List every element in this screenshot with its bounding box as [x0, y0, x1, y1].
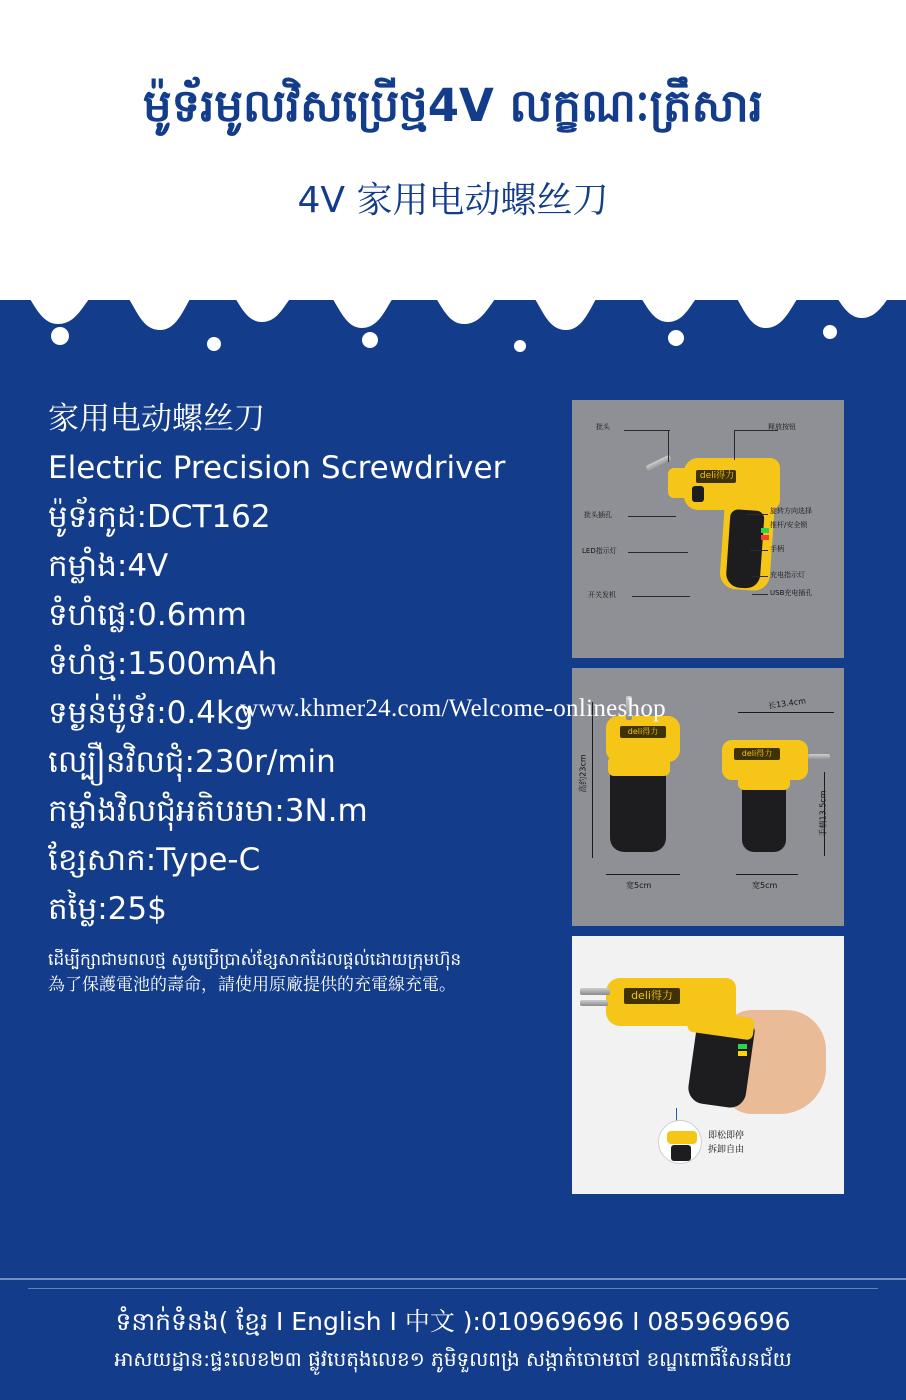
detail-caption: 即松即停 — [708, 1131, 745, 1141]
page-title-chinese: 4V 家用电动螺丝刀 — [297, 180, 609, 221]
leader-line — [668, 430, 669, 462]
callout-label: 充电指示灯 — [770, 571, 805, 579]
brand-label: deli得力 — [699, 471, 735, 481]
leader-line — [628, 552, 688, 553]
charge-indicator-red — [761, 535, 769, 540]
battery-care-note — [48, 948, 563, 998]
footer-contact: ទំនាក់ទំនង( ខ្មែរ I English I 中文 ):010969696 I 085969696 — [115, 1307, 791, 1336]
dimension-label: 宽5cm — [626, 881, 652, 890]
detail-caption: 拆卸自由 — [708, 1145, 745, 1155]
spec-item: កម្លាំង:4V — [48, 548, 169, 584]
dimension-label: 高约23cm — [578, 754, 588, 793]
dimension-label: 宽5cm — [752, 881, 778, 890]
footer-divider — [28, 1288, 878, 1289]
leader-line — [624, 430, 670, 431]
tool3-indicator-yellow — [738, 1051, 747, 1056]
detail-bubble — [658, 1120, 702, 1164]
spec-item-price: តម្លៃ:25$ — [48, 891, 167, 927]
tool3-bit-secondary — [580, 1000, 608, 1006]
spec-item: ល្បឿនវិលជុំ:230r/min — [48, 744, 336, 780]
callout-label: 批头插孔 — [584, 511, 612, 519]
poster-footer — [0, 1278, 906, 1400]
tool2-right-collar — [738, 772, 790, 790]
callout-label: 推杆/安全锁 — [770, 521, 808, 529]
spec-item: ទំហំថ្ម:1500mAh — [48, 646, 278, 682]
callout-label: 开关发机 — [588, 591, 616, 599]
tool3-indicator-green — [738, 1044, 747, 1049]
spec-item: ទម្ងន់ម៉ូទ័រ:0.4kg — [48, 695, 254, 731]
note-line-khmer: ដើម្បីក្សាជាមពលថ្ម សូមប្រើប្រាស់ខ្សែសាកដែលផ្តល់ដោយក្រុមហ៊ុន — [48, 950, 462, 970]
note-line-chinese: 為了保護電池的壽命，請使用原廠提供的充電線充電。 — [48, 975, 456, 995]
spec-item: ម៉ូទ័រកូដ:DCT162 — [48, 499, 271, 535]
leader-line — [750, 550, 768, 551]
poster-header — [0, 0, 906, 300]
leader-line — [734, 430, 735, 460]
leader-line — [752, 576, 768, 577]
leader-line — [628, 516, 676, 517]
callout-label: 手柄 — [770, 545, 784, 553]
dimension-line — [606, 874, 680, 875]
tool2-left-brand: deli得力 — [620, 726, 666, 738]
tool2-right-bit — [808, 754, 830, 760]
spec-item: Electric Precision Screwdriver — [48, 450, 506, 486]
dimension-line — [592, 702, 593, 858]
page-title-khmer: ម៉ូទ័រមូលវិសប្រើថ្ម4V លក្ខណៈត្រឹសារ — [142, 79, 764, 132]
tool-trigger — [692, 486, 704, 502]
charge-indicator-green — [761, 528, 769, 533]
callout-label: 旋转方向选择 — [770, 507, 812, 515]
spec-item: ខ្សែសាក:Type-C — [48, 842, 261, 878]
callout-label: LED指示灯 — [582, 547, 617, 555]
dimension-line — [736, 874, 798, 875]
tool3-bit — [580, 988, 610, 995]
leader-line — [746, 514, 768, 515]
tool2-left-collar — [608, 756, 670, 776]
tool-handle-grip — [725, 509, 764, 589]
dimension-label: 长13.4cm — [767, 696, 807, 711]
spec-item: កម្លាំងវិលជុំអតិបរមា:3N.m — [48, 793, 368, 829]
dimension-label: 手柄13.5cm — [818, 790, 828, 837]
spec-item: ទំហំផ្លេ:0.6mm — [48, 597, 247, 633]
callout-label: USB充电插孔 — [770, 589, 813, 597]
footer-address: អាសយដ្ឋាន:ផ្ទះលេខ២៣ ផ្លូវបេតុងលេខ១ ភូមិទួលពង្រ សង្កាត់ចោមចៅ ខណ្ឌពោធិ៍សែនជ័យ — [114, 1347, 792, 1371]
in-hand-photo — [572, 936, 844, 1194]
site-watermark: www.khmer24.com/Welcome-onlineshop — [240, 695, 666, 722]
detail-tool-bottom — [671, 1145, 691, 1161]
leader-line — [632, 596, 690, 597]
callout-label: 释放按钮 — [768, 423, 796, 431]
detail-tool-top — [667, 1131, 697, 1144]
tool-collar — [668, 468, 692, 498]
leader-line — [752, 594, 768, 595]
callout-label: 批头 — [596, 423, 610, 431]
product-callout-diagram — [572, 400, 844, 658]
tool3-brand: deli得力 — [624, 988, 680, 1004]
tool2-right-brand: deli得力 — [734, 748, 780, 760]
spec-item: 家用电动螺丝刀 — [48, 401, 265, 437]
